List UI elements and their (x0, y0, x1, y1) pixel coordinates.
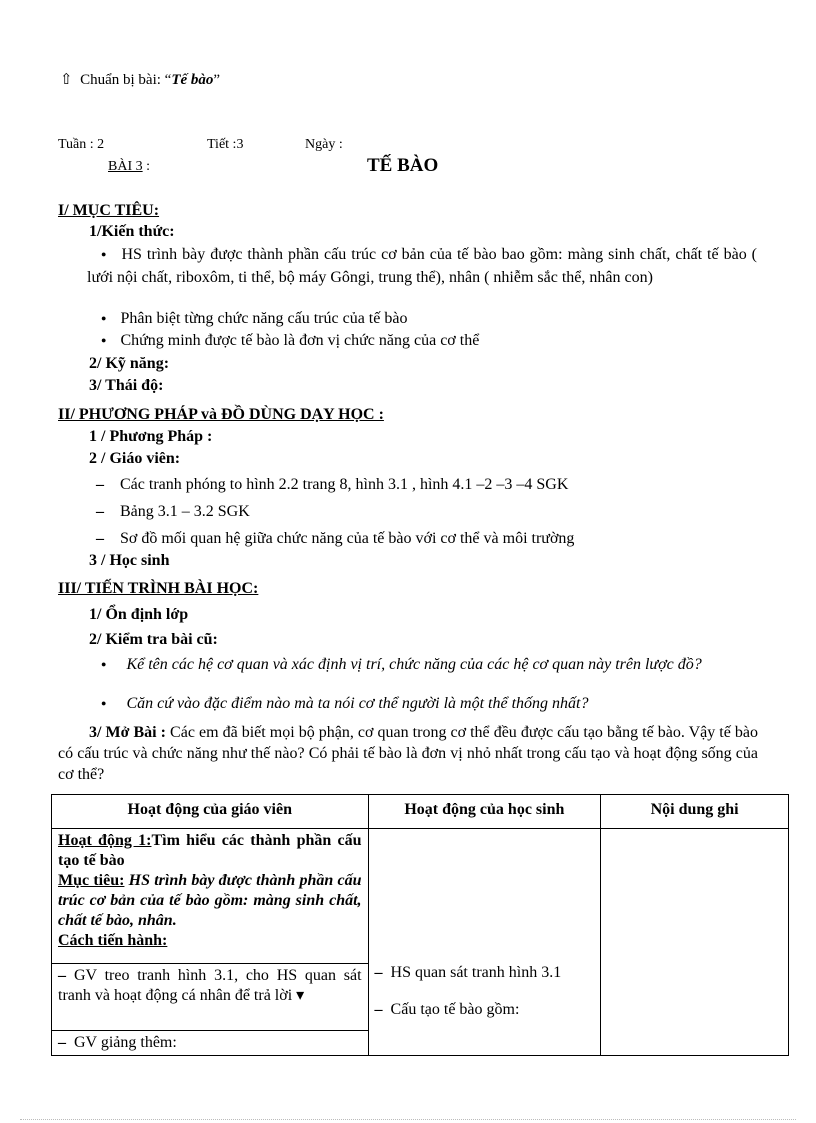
review-heading: 2/ Kiểm tra bài cũ: (89, 631, 218, 648)
goal-text: HS trình bày được thành phần cấu trúc cơ bản của tế bào gồm: màng sinh chất, chất tế bào, nhân. (58, 872, 362, 929)
section3-heading: III/ TIẾN TRÌNH BÀI HỌC: (58, 580, 259, 597)
section1-heading: I/ MỤC TIÊU: (58, 202, 160, 219)
teacher-col-header: Hoạt động của giáo viên (52, 795, 369, 829)
student-col-header: Hoạt động của học sinh (368, 795, 601, 829)
date-label: Ngày : (305, 137, 343, 152)
teacher-step-2: ‒ GV giảng thêm: (52, 1031, 369, 1056)
notes-col-header: Nội dung ghi (601, 795, 789, 829)
teacher-item-1: ‒ Các tranh phóng to hình 2.2 trang 8, hình 3.1 , hình 4.1 –2 –3 –4 SGK (96, 476, 569, 493)
skills-heading: 2/ Kỹ năng: (89, 355, 170, 372)
teacher-item-2: ‒ Bảng 3.1 – 3.2 SGK (96, 503, 250, 520)
student-step-2: ‒ Cấu tạo tế bào gồm: (374, 1001, 520, 1018)
teacher-item-3: ‒ Sơ đồ mối quan hệ giữa chức năng của tế bào với cơ thể và môi trường (96, 530, 575, 547)
lesson-title: TẾ BÀO (367, 155, 439, 176)
student-heading: 3 / Học sinh (89, 552, 170, 569)
method-label: Cách tiến hành: (58, 932, 168, 949)
knowledge-item-2: ● Phân biệt từng chức năng cấu trúc của tế bào (101, 310, 408, 327)
prep-line (60, 72, 220, 89)
page-bottom-divider (20, 1119, 796, 1120)
table-row (52, 829, 789, 964)
period-label: Tiết :3 (207, 137, 244, 152)
table-header-row (52, 795, 789, 829)
lesson-number: BÀI 3 : (108, 159, 151, 174)
prep-title: Tế bào (171, 72, 214, 88)
knowledge-item-1: ● HS trình bày được thành phần cấu trúc cơ bản của tế bào bao gồm: màng sinh chất, chất tế bào ( lưới nội chất, riboxôm, ti thể, bộ máy Gôngi, trung thể), nhân ( nhiễm sắc thể, nhân con) (87, 246, 758, 286)
student-step-1: ‒ HS quan sát tranh hình 3.1 (374, 964, 562, 981)
intro-paragraph: 3/ Mở Bài : Các em đã biết mọi bộ phận, cơ quan trong cơ thể đều được cấu tạo bằng tế bào. Vậy tế bào có cấu trúc và chức năng như thế nào? Có phải tế bào là đơn vị nhỏ nhất trong cấu tạo và hoạt động sống của cơ thể? (58, 724, 758, 783)
up-arrow-icon: ⇧ (60, 72, 73, 88)
prep-close: ” (213, 72, 221, 88)
teacher-step-1: ‒ GV treo tranh hình 3.1, cho HS quan sát tranh và hoạt động cá nhân để trả lời ▾ (52, 964, 369, 1031)
stabilize-heading: 1/ Ổn định lớp (89, 606, 189, 623)
knowledge-heading: 1/Kiến thức: (89, 223, 175, 240)
activity-intro-cell (52, 829, 369, 964)
activity-desc: Tìm hiểu các thành phần cấu tạo tế bào (58, 832, 362, 869)
attitude-heading: 3/ Thái độ: (89, 377, 164, 394)
knowledge-item-3: ● Chứng minh được tế bào là đơn vị chức năng của cơ thể (101, 332, 480, 349)
week-label: Tuần : 2 (58, 137, 105, 152)
activity-table (51, 794, 789, 1056)
goal-label: Mục tiêu: (58, 872, 125, 889)
activity-title: Hoạt động 1: (58, 832, 152, 849)
section2-heading: II/ PHƯƠNG PHÁP và ĐỒ DÙNG DẠY HỌC : (58, 406, 384, 423)
review-item-1: ● Kể tên các hệ cơ quan và xác định vị trí, chức năng của các hệ cơ quan này trên lược đồ? (101, 656, 702, 673)
prep-label: Chuẩn bị bài: “ (80, 72, 172, 88)
notes-cell (601, 829, 789, 1056)
student-cell (368, 829, 601, 1056)
method-heading: 1 / Phương Pháp : (89, 428, 213, 445)
teacher-heading: 2 / Giáo viên: (89, 450, 181, 467)
arrow-down-icon: ▾ (296, 987, 305, 1004)
review-item-2: ● Căn cứ vào đặc điểm nào mà ta nói cơ thể người là một thể thống nhất? (101, 695, 589, 712)
